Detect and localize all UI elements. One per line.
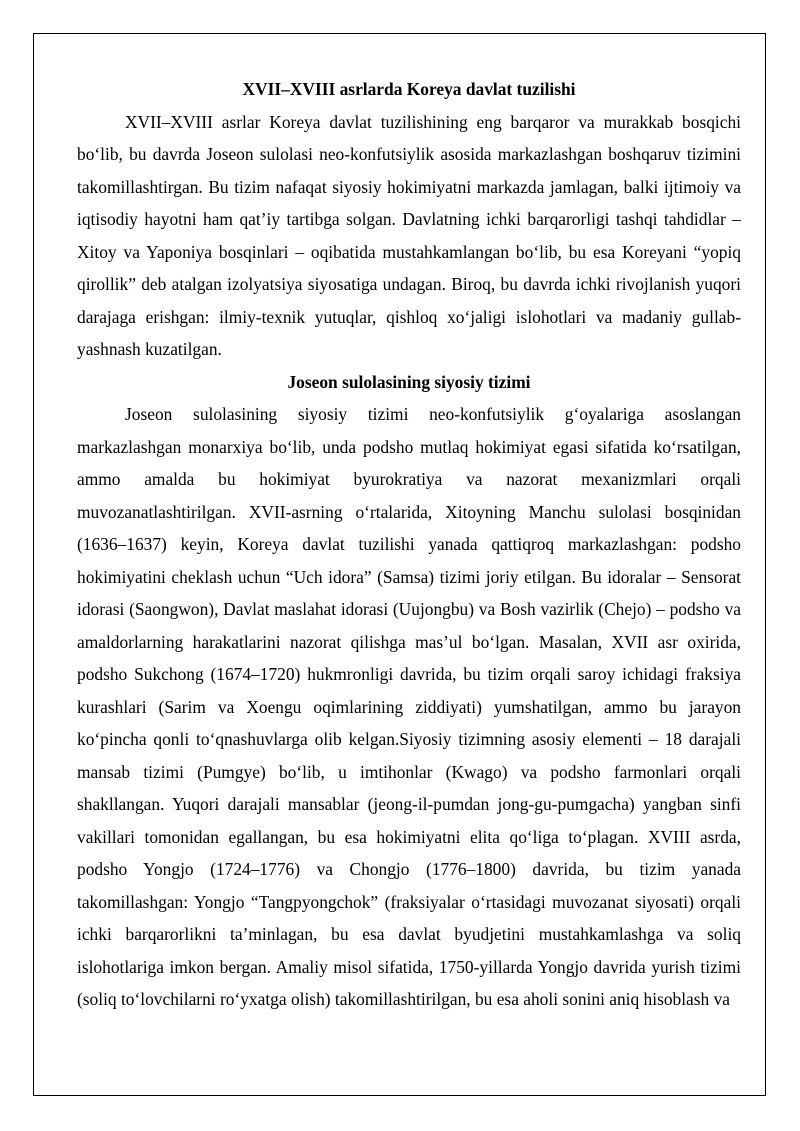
section-heading: Joseon sulolasining siyosiy tizimi bbox=[287, 371, 531, 392]
section-paragraph: Joseon sulolasining siyosiy tizimi neo-konfutsiylik g‘oyalariga asoslangan markazlashgan monarxiya bo‘lib, unda podsho mutlaq hokimiyat egasi sifatida ko‘rsatilgan, ammo amalda bu hokimiyat byurokratiya va nazorat mexanizmlari orqali muvozanatlashtirilgan. XVII-asrning o‘rtalarida, Xitoyning Manchu sulolasi bosqinidan (1636–1637) keyin, Koreya davlat tuzilishi yanada qattiqroq markazlashgan: podsho hokimiyatini cheklash uchun “Uch idora” (Samsa) tizimi joriy etilgan. Bu idoralar – Sensorat idorasi (Saongwon), Davlat maslahat idorasi (Uujongbu) va Bosh vazirlik (Chejo) – podsho va amaldorlarning harakatlarini nazorat qilishga mas’ul bo‘lgan. Masalan, XVII asr oxirida, podsho Sukchong (1674–1720) hukmronligi davrida, bu tizim orqali saroy ichidagi fraksiya kurashlari (Sarim va Xoengu oqimlarining ziddiyati) yumshatilgan, ammo bu jarayon ko‘pincha qonli to‘qnashuvlarga olib kelgan.Siyosiy tizimning asosiy elementi – 18 darajali mansab tizimi (Pumgye) bo‘lib, u imtihonlar (Kwago) va podsho farmonlari orqali shakllangan. Yuqori darajali mansablar (jeong-il-pumdan jong-gu-pumgacha) yangban sinfi vakillari tomonidan egallangan, bu esa hokimiyatni elita qo‘liga to‘plagan. XVIII asrda, podsho Yongjo (1724–1776) va Chongjo (1776–1800) davrida, bu tizim yanada takomillashgan: Yongjo “Tangpyongchok” (fraksiyalar o‘rtasidagi muvozanat siyosati) orqali ichki barqarorlikni ta’minlagan, bu esa davlat byudjetini mustahkamlashga va soliq islohotlariga imkon bergan. Amaliy misol sifatida, 1750-yillarda Yongjo davrida yurish tizimi (soliq to‘lovchilarni ro‘yxatga olish) takomillashtirilgan, bu esa aholi sonini aniq hisoblash va bbox=[77, 404, 741, 1009]
document-body bbox=[77, 73, 741, 1016]
intro-paragraph: XVII–XVIII asrlar Koreya davlat tuzilishining eng barqaror va murakkab bosqichi bo‘lib, bu davrda Joseon sulolasi neo-konfutsiylik asosida markazlashgan boshqaruv tizimini takomillashtirgan. Bu tizim nafaqat siyosiy hokimiyatni markazda jamlagan, balki ijtimoiy va iqtisodiy hayotni ham qat’iy tartibga solgan. Davlatning ichki barqarorligi tashqi tahdidlar – Xitoy va Yaponiya bosqinlari – oqibatida mustahkamlangan bo‘lib, bu esa Koreyani “yopiq qirollik” deb atalgan izolyatsiya siyosatiga undagan. Biroq, bu davrda ichki rivojlanish yuqori darajaga erishgan: ilmiy-texnik yutuqlar, qishloq xo‘jaligi islohotlari va madaniy gullab-yashnash kuzatilgan. bbox=[77, 111, 741, 359]
document-title: XVII–XVIII asrlarda Koreya davlat tuzilishi bbox=[242, 79, 576, 99]
